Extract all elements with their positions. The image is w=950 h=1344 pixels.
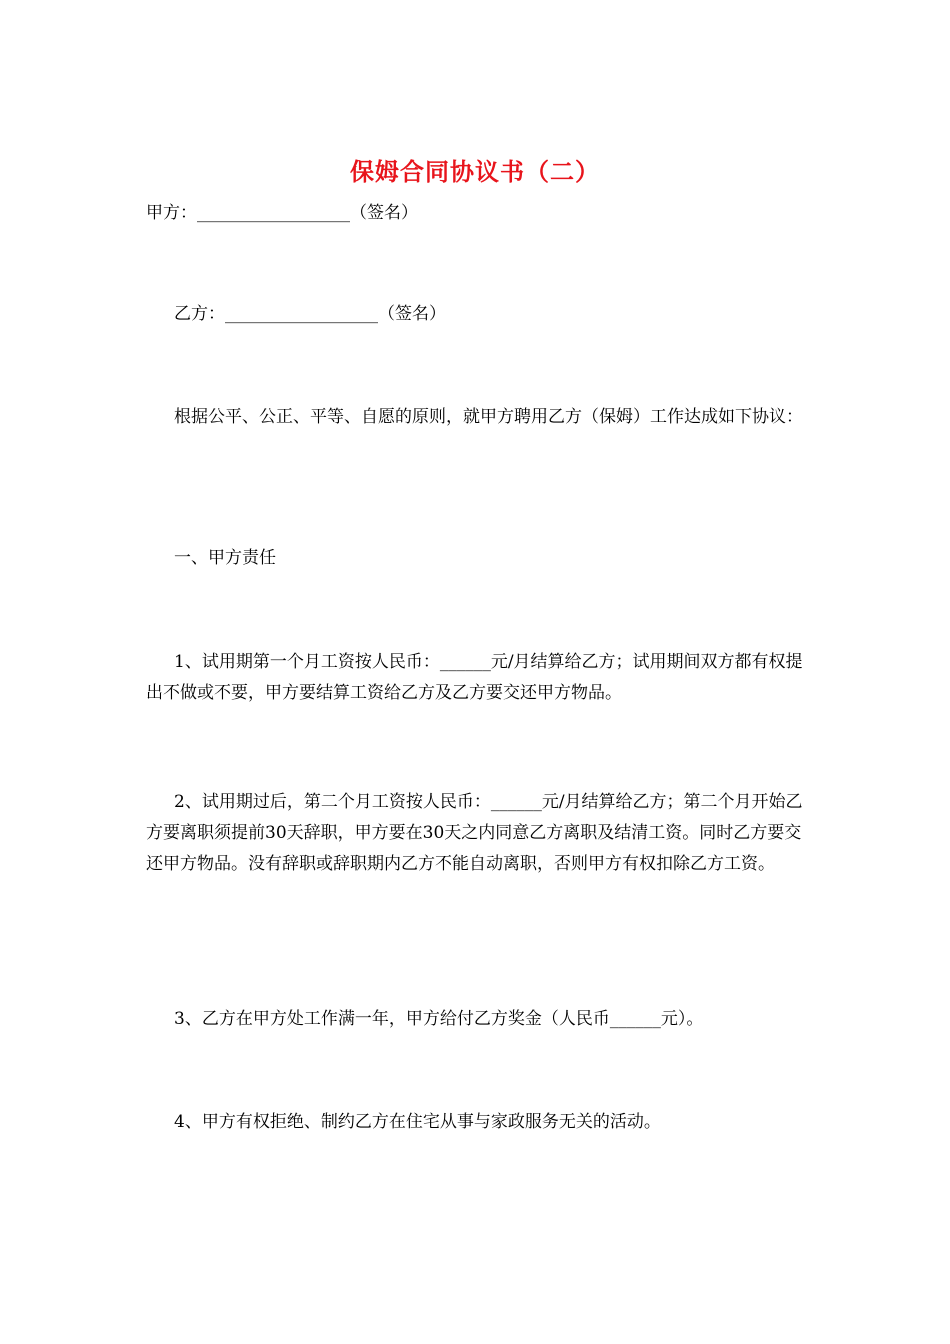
- document-title: 保姆合同协议书（二）: [350, 157, 600, 186]
- section-heading-party-a-duties: 一、甲方责任: [174, 548, 276, 568]
- clause-4-paragraph: 4、甲方有权拒绝、制约乙方在住宅从事与家政服务无关的活动。: [174, 1112, 661, 1132]
- preamble-paragraph: 根据公平、公正、平等、自愿的原则，就甲方聘用乙方（保姆）工作达成如下协议：: [174, 407, 803, 427]
- clause-3-paragraph: 3、乙方在甲方处工作满一年，甲方给付乙方奖金（人民币______元）。: [174, 1009, 704, 1029]
- clause-1-paragraph: 1、试用期第一个月工资按人民币：______元/月结算给乙方；试用期间双方都有权提出不做或不要，甲方要结算工资给乙方及乙方要交还甲方物品。: [146, 652, 803, 703]
- party-b-signature-line: 乙方：__________________（签名）: [174, 304, 446, 324]
- party-a-signature-line: 甲方：__________________（签名）: [146, 203, 418, 223]
- clause-2-paragraph: 2、试用期过后，第二个月工资按人民币：______元/月结算给乙方；第二个月开始乙方要离职须提前30天辞职，甲方要在30天之内同意乙方离职及结清工资。同时乙方要交还甲方物品。没有辞职或辞职期内乙方不能自动离职，否则甲方有权扣除乙方工资。: [146, 792, 803, 874]
